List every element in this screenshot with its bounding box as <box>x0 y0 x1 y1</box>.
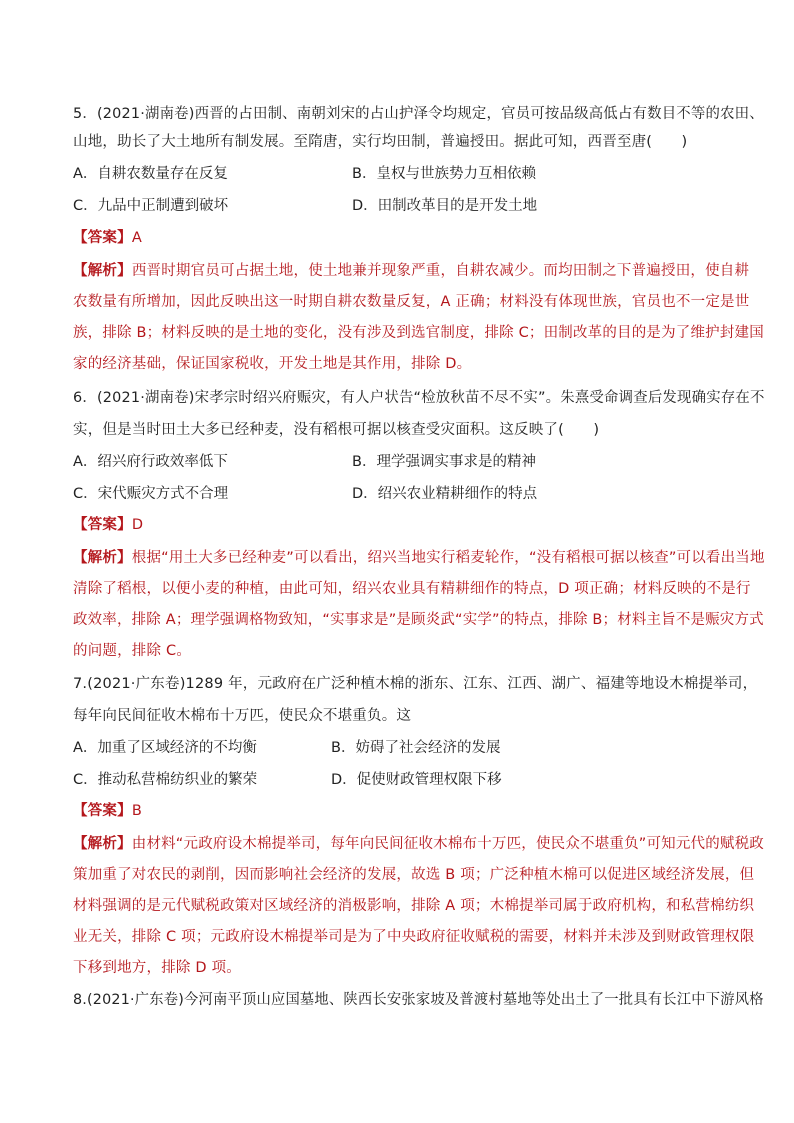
q6-analysis-line-3: 政效率，排除 A；理学强调格物致知，“实事求是”是顾炎武“实学”的特点，排除 B；材料主旨不是赈灾方式 <box>73 612 764 628</box>
q5-option-d: D．田制改革目的是开发土地 <box>352 198 538 214</box>
q6-stem-line-1: 6．(2021·湖南卷)宋孝宗时绍兴府赈灾，有人户状告“检放秋苗不尽不实”。朱熹受命调查后发现确实存在不 <box>73 390 765 406</box>
q7-answer <box>73 801 733 821</box>
q6-option-b: B．理学强调实事求是的精神 <box>352 454 536 470</box>
q6-option-c: C．宋代赈灾方式不合理 <box>73 486 229 502</box>
q5-analysis-line-3: 族，排除 B；材料反映的是土地的变化，没有涉及到选官制度，排除 C；田制改革的目的是为了维护封建国 <box>73 325 764 341</box>
q6-answer <box>73 515 733 535</box>
q5-option-b: B．皇权与世族势力互相依赖 <box>352 166 536 182</box>
q7-analysis-line-4: 业无关，排除 C 项；元政府设木棉提举司是为了中央政府征收赋税的需要，材料并未涉及到财政管理权限 <box>73 929 755 945</box>
q7-option-d: D．促使财政管理权限下移 <box>331 772 502 788</box>
answer-tag: 【答案】 <box>73 230 132 246</box>
q6-analysis-line-4: 的问题，排除 C。 <box>73 643 192 659</box>
analysis-text: 由材料“元政府设木棉提举司，每年向民间征收木棉布十万匹，使民众不堪重负”可知元代的赋税政 <box>131 836 764 852</box>
q7-stem-line-1: 7.(2021·广东卷)1289 年，元政府在广泛种植木棉的浙东、江东、江西、湖广、福建等地设木棉提举司， <box>73 676 758 692</box>
analysis-text: 根据“用土大多已经种麦”可以看出，绍兴当地实行稻麦轮作，“没有稻根可据以核查”可以看出当地 <box>131 550 765 566</box>
q6-stem-line-2: 实，但是当时田土大多已经种麦，没有稻根可据以核查受灾面积。这反映了( ) <box>73 422 600 438</box>
q7-analysis-line-1 <box>73 834 764 854</box>
analysis-tag: 【解析】 <box>73 836 132 852</box>
q6-option-a: A．绍兴府行政效率低下 <box>73 454 228 470</box>
q5-option-c: C．九品中正制遭到破坏 <box>73 198 229 214</box>
q5-analysis-line-2: 农数量有所增加，因此反映出这一时期自耕农数量反复，A 正确；材料没有体现世族，官员也不一定是世 <box>73 294 750 310</box>
q7-option-a: A．加重了区域经济的不均衡 <box>73 740 257 756</box>
q7-option-b: B．妨碍了社会经济的发展 <box>331 740 501 756</box>
q7-analysis-line-5: 下移到地方，排除 D 项。 <box>73 960 241 976</box>
analysis-tag: 【解析】 <box>73 263 132 279</box>
answer-tag: 【答案】 <box>73 803 132 819</box>
q6-option-d: D．绍兴农业精耕细作的特点 <box>352 486 538 502</box>
q6-analysis-line-1 <box>73 548 765 568</box>
q7-stem-line-2: 每年向民间征收木棉布十万匹，使民众不堪重负。这 <box>73 708 412 724</box>
q5-stem-line-1: 5．(2021·湖南卷)西晋的占田制、南朝刘宋的占山护泽令均规定，官员可按品级高低占有数目不等的农田、 <box>73 106 764 122</box>
q5-analysis-line-4: 家的经济基础，保证国家税收，开发土地是其作用，排除 D。 <box>73 356 472 372</box>
answer-tag: 【答案】 <box>73 517 132 533</box>
answer-value: D <box>131 517 144 533</box>
q6-analysis-line-2: 清除了稻根，以便小麦的种植，由此可知，绍兴农业具有精耕细作的特点，D 项正确；材料反映的不是行 <box>73 581 751 597</box>
q5-analysis-line-1 <box>73 261 750 281</box>
q5-answer <box>73 228 733 248</box>
q5-option-a: A．自耕农数量存在反复 <box>73 166 228 182</box>
q7-analysis-line-3: 材料强调的是元代赋税政策对区域经济的消极影响，排除 A 项；木棉提举司属于政府机构，和私营棉纺织 <box>73 898 755 914</box>
answer-value: A <box>131 230 142 246</box>
q7-option-c: C．推动私营棉纺织业的繁荣 <box>73 772 258 788</box>
analysis-tag: 【解析】 <box>73 550 132 566</box>
q8-stem-line-1: 8.(2021·广东卷)今河南平顶山应国墓地、陕西长安张家坡及普渡村墓地等处出土了一批具有长江中下游风格 <box>73 992 764 1008</box>
q7-analysis-line-2: 策加重了对农民的剥削，因而影响社会经济的发展，故选 B 项；广泛种植木棉可以促进区域经济发展，但 <box>73 867 755 883</box>
answer-value: B <box>131 803 142 819</box>
analysis-text: 西晋时期官员可占据土地，使土地兼并现象严重，自耕农减少。而均田制之下普遍授田，使自耕 <box>131 263 750 279</box>
q5-stem-line-2: 山地，助长了大土地所有制发展。至隋唐，实行均田制，普遍授田。据此可知，西晋至唐( ) <box>73 134 688 150</box>
